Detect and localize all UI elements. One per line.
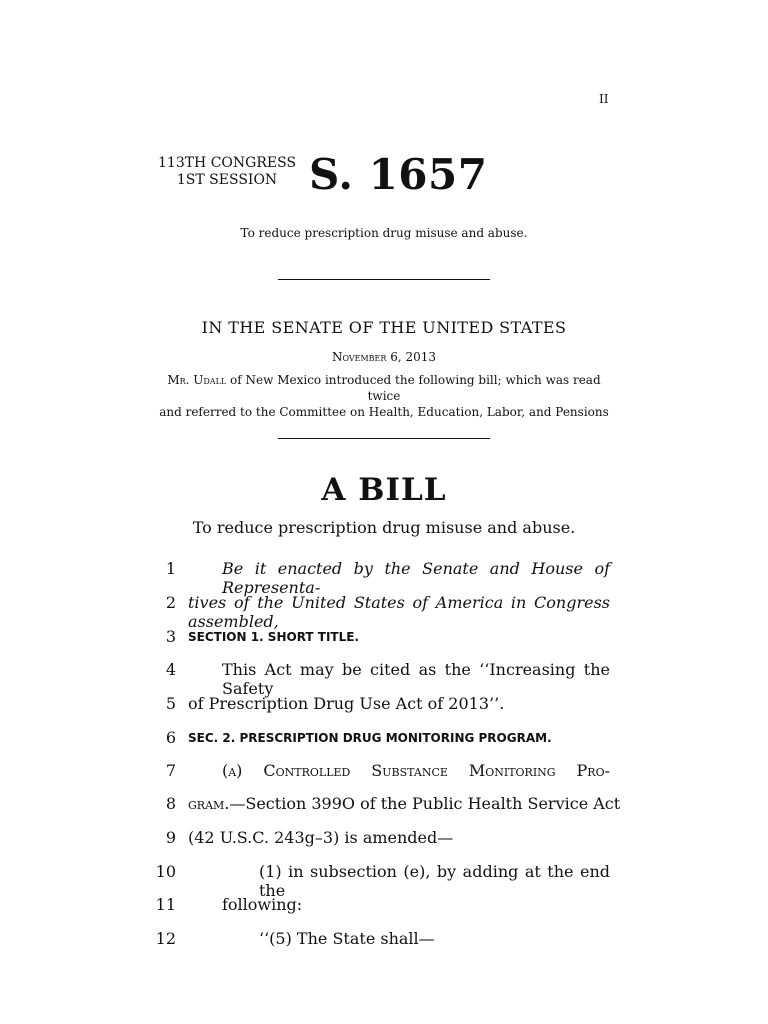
bill-line bbox=[0, 761, 768, 795]
bill-line bbox=[0, 559, 768, 597]
introduction-text bbox=[150, 372, 618, 420]
bill-number: S. 1657 bbox=[309, 150, 488, 199]
line-number: 1 bbox=[165, 559, 176, 578]
line-text: Be it enacted by the Senate and House of Representa- bbox=[222, 559, 610, 597]
bill-line bbox=[0, 694, 768, 728]
line-text-rest: —Section 399O of the Public Health Service Act bbox=[229, 794, 621, 813]
line-number: 5 bbox=[165, 694, 176, 713]
subsection-heading-end: gram. bbox=[188, 794, 230, 813]
purpose-long: To reduce prescription drug misuse and abuse. bbox=[192, 518, 576, 537]
line-text: following: bbox=[222, 895, 303, 914]
page-number: II bbox=[599, 92, 609, 106]
purpose-short: To reduce prescription drug misuse and abuse. bbox=[240, 226, 528, 240]
line-number: 2 bbox=[165, 593, 176, 612]
line-number: 4 bbox=[165, 660, 176, 679]
line-text: ‘‘(5) The State shall— bbox=[259, 929, 435, 948]
line-number: 6 bbox=[165, 728, 176, 747]
introduction-date: November 6, 2013 bbox=[331, 350, 437, 364]
line-text bbox=[188, 794, 621, 813]
line-number: 3 bbox=[165, 627, 176, 646]
line-number: 12 bbox=[155, 929, 176, 948]
line-number: 8 bbox=[165, 794, 176, 813]
congress-session-block bbox=[158, 155, 296, 189]
bill-line bbox=[0, 929, 768, 963]
bill-title: A BILL bbox=[321, 472, 447, 508]
line-text: (42 U.S.C. 243g–3) is amended— bbox=[188, 828, 454, 847]
session-label: 1ST SESSION bbox=[176, 172, 278, 188]
divider-rule bbox=[278, 279, 490, 280]
bill-line bbox=[0, 794, 768, 828]
bill-line bbox=[0, 895, 768, 929]
line-number: 11 bbox=[155, 895, 176, 914]
bill-line bbox=[0, 862, 768, 900]
bill-line bbox=[0, 627, 768, 661]
line-number: 7 bbox=[165, 761, 176, 780]
sponsor-name: Mr. Udall bbox=[167, 373, 227, 387]
bill-line bbox=[0, 828, 768, 862]
bill-line bbox=[0, 593, 768, 631]
line-text: This Act may be cited as the ‘‘Increasing the Safety bbox=[222, 660, 610, 698]
divider-rule bbox=[278, 438, 490, 439]
line-text: tives of the United States of America in Congress assembled, bbox=[188, 593, 610, 631]
section-heading: SEC. 2. PRESCRIPTION DRUG MONITORING PROGRAM. bbox=[188, 731, 552, 745]
line-text: (1) in subsection (e), by adding at the end the bbox=[259, 862, 610, 900]
section-heading: SECTION 1. SHORT TITLE. bbox=[188, 630, 359, 644]
line-text: of Prescription Drug Use Act of 2013’’. bbox=[188, 694, 505, 713]
line-text: (a) Controlled Substance Monitoring Pro- bbox=[222, 761, 610, 780]
line-number: 10 bbox=[155, 862, 176, 881]
introduction-line-2: and referred to the Committee on Health, Education, Labor, and Pensions bbox=[159, 405, 609, 419]
senate-heading: IN THE SENATE OF THE UNITED STATES bbox=[201, 318, 567, 337]
line-number: 9 bbox=[165, 828, 176, 847]
introduction-line-1: of New Mexico introduced the following bill; which was read twice bbox=[230, 373, 601, 403]
bill-line bbox=[0, 728, 768, 762]
congress-label: 113TH CONGRESS bbox=[158, 155, 297, 171]
bill-line bbox=[0, 660, 768, 698]
